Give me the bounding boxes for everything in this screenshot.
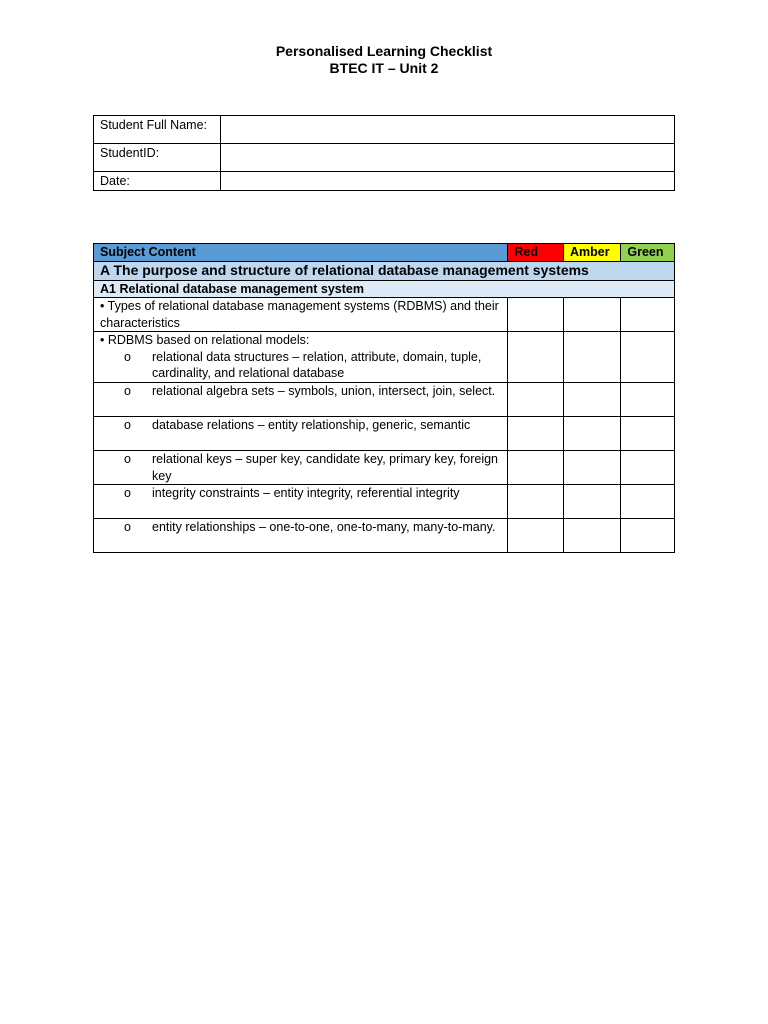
checklist-row bbox=[94, 383, 675, 417]
sub-item-text: database relations – entity relationship, generic, semantic bbox=[152, 418, 471, 432]
green-cell[interactable] bbox=[621, 298, 675, 332]
sub-bullet-marker: o bbox=[124, 349, 131, 364]
student-name-label: Student Full Name: bbox=[94, 116, 221, 144]
amber-cell[interactable] bbox=[564, 519, 621, 553]
section-title: A The purpose and structure of relational database management systems bbox=[94, 261, 675, 280]
checklist-item bbox=[94, 485, 508, 519]
student-id-row bbox=[94, 144, 675, 172]
checklist-item bbox=[94, 519, 508, 553]
sub-bullet-marker: o bbox=[124, 486, 131, 500]
sub-item bbox=[100, 451, 501, 484]
red-cell[interactable] bbox=[508, 451, 564, 485]
sub-bullet-marker: o bbox=[124, 452, 131, 466]
amber-cell[interactable] bbox=[564, 298, 621, 332]
document-header bbox=[0, 43, 768, 77]
red-cell[interactable] bbox=[508, 417, 564, 451]
subsection-row bbox=[94, 280, 675, 298]
sub-item bbox=[100, 383, 501, 400]
checklist-header-row bbox=[94, 244, 675, 262]
red-header: Red bbox=[508, 244, 564, 262]
green-cell[interactable] bbox=[621, 451, 675, 485]
checklist-item bbox=[94, 417, 508, 451]
sub-item bbox=[100, 349, 501, 382]
student-id-field[interactable] bbox=[221, 144, 675, 172]
sub-item-text: relational keys – super key, candidate key, primary key, foreign key bbox=[152, 452, 498, 483]
green-cell[interactable] bbox=[621, 519, 675, 553]
item-text: Types of relational database management systems (RDBMS) and their characteristics bbox=[100, 299, 499, 330]
date-row bbox=[94, 172, 675, 191]
checklist-item bbox=[94, 332, 508, 383]
checklist-item bbox=[94, 383, 508, 417]
subject-content-header: Subject Content bbox=[94, 244, 508, 262]
sub-item bbox=[100, 485, 501, 502]
date-field[interactable] bbox=[221, 172, 675, 191]
bullet-marker: • bbox=[100, 333, 105, 347]
checklist-item bbox=[94, 298, 508, 332]
green-cell[interactable] bbox=[621, 485, 675, 519]
section-row bbox=[94, 261, 675, 280]
checklist-row bbox=[94, 519, 675, 553]
document-title: Personalised Learning Checklist bbox=[275, 43, 493, 59]
sub-bullet-marker: o bbox=[124, 418, 131, 432]
red-cell[interactable] bbox=[508, 519, 564, 553]
checklist-row bbox=[94, 417, 675, 451]
checklist-row bbox=[94, 485, 675, 519]
amber-cell[interactable] bbox=[564, 417, 621, 451]
checklist-row bbox=[94, 451, 675, 485]
sub-item-text: integrity constraints – entity integrity, referential integrity bbox=[152, 486, 460, 500]
red-cell[interactable] bbox=[508, 332, 564, 383]
sub-item-text: entity relationships – one-to-one, one-to-many, many-to-many. bbox=[152, 520, 496, 534]
student-name-row bbox=[94, 116, 675, 144]
amber-cell[interactable] bbox=[564, 383, 621, 417]
amber-header: Amber bbox=[564, 244, 621, 262]
bullet-marker: • bbox=[100, 299, 105, 313]
red-cell[interactable] bbox=[508, 383, 564, 417]
sub-item-text: relational data structures – relation, attribute, domain, tuple, cardinality, and relational database bbox=[152, 349, 482, 380]
amber-cell[interactable] bbox=[564, 485, 621, 519]
checklist-row bbox=[94, 298, 675, 332]
item-text: RDBMS based on relational models: bbox=[107, 333, 310, 347]
amber-cell[interactable] bbox=[564, 451, 621, 485]
date-label: Date: bbox=[94, 172, 221, 191]
green-header: Green bbox=[621, 244, 675, 262]
red-cell[interactable] bbox=[508, 298, 564, 332]
checklist-row bbox=[94, 332, 675, 383]
sub-item bbox=[100, 519, 501, 536]
sub-bullet-marker: o bbox=[124, 384, 131, 398]
green-cell[interactable] bbox=[621, 332, 675, 383]
student-id-label: StudentID: bbox=[94, 144, 221, 172]
sub-bullet-marker: o bbox=[124, 520, 131, 534]
document-subtitle: BTEC IT – Unit 2 bbox=[329, 60, 439, 76]
checklist-item bbox=[94, 451, 508, 485]
green-cell[interactable] bbox=[621, 417, 675, 451]
amber-cell[interactable] bbox=[564, 332, 621, 383]
sub-item bbox=[100, 417, 501, 434]
student-info-table bbox=[93, 115, 675, 191]
subsection-title: A1 Relational database management system bbox=[94, 280, 675, 298]
red-cell[interactable] bbox=[508, 485, 564, 519]
green-cell[interactable] bbox=[621, 383, 675, 417]
student-name-field[interactable] bbox=[221, 116, 675, 144]
sub-item-text: relational algebra sets – symbols, union, intersect, join, select. bbox=[152, 384, 496, 398]
checklist-table bbox=[93, 243, 675, 553]
